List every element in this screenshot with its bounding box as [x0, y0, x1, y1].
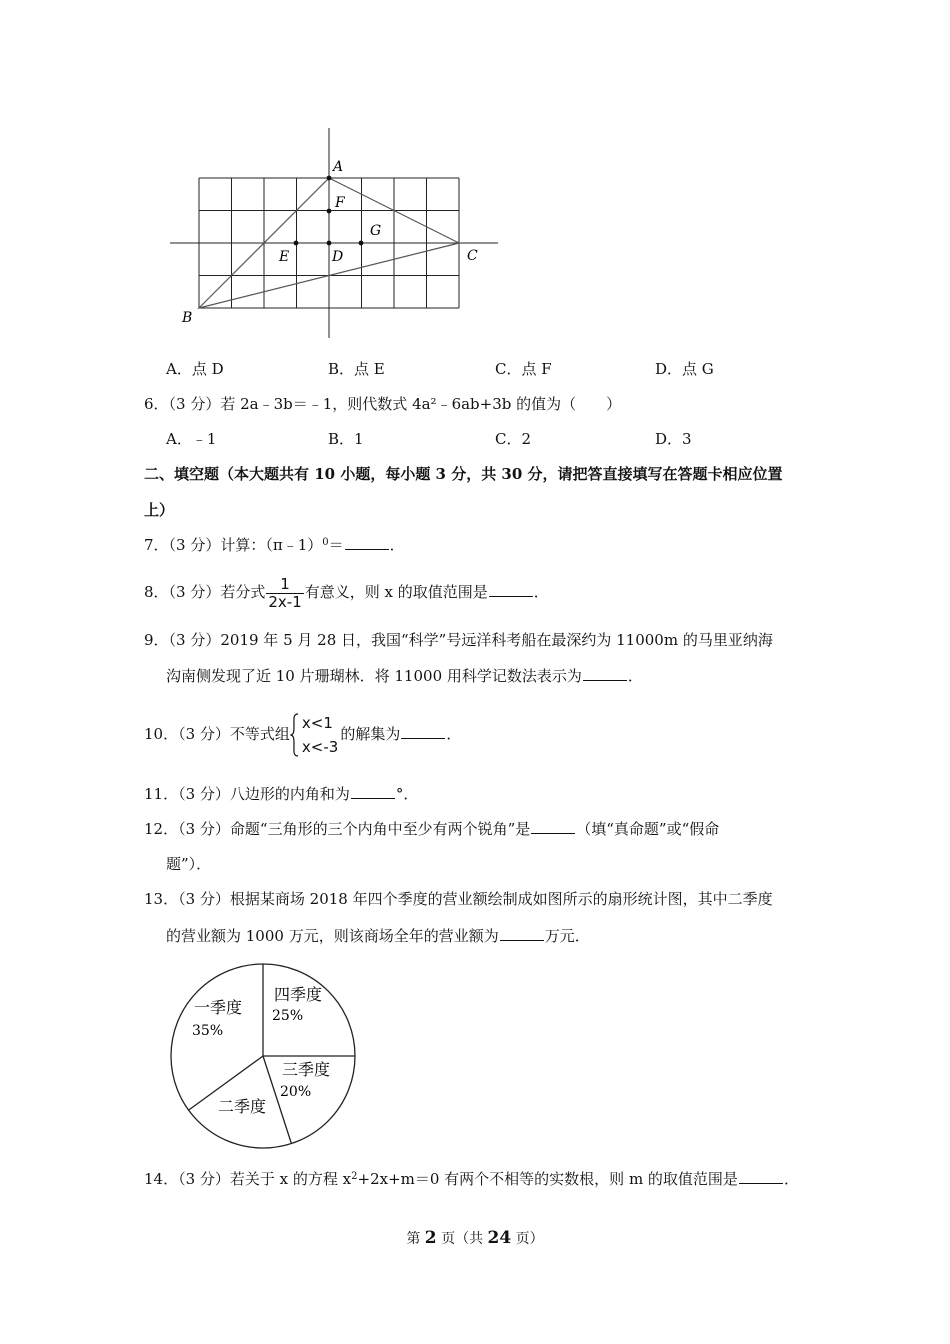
pie-label-q3: 三季度: [282, 1060, 331, 1079]
q6-option-b: B．1: [328, 430, 364, 448]
pie-chart: [166, 958, 366, 1154]
q7-text: 7．（3 分）计算：（π﹣1）: [144, 536, 323, 554]
q11-end: °．: [395, 785, 419, 803]
q8-end: ．: [533, 583, 549, 601]
pie-percent-q4: 25%: [272, 1008, 304, 1024]
q9-line1: 9．（3 分）2019 年 5 月 28 日，我国“科学”号远洋科考船在最深约为 11000m 的马里亚纳海: [144, 631, 773, 649]
q14-question: [144, 1168, 799, 1190]
q10-row1: x<1: [301, 714, 333, 732]
q12-text: 12．（3 分）命题“三角形的三个内角中至少有两个锐角”是: [144, 820, 531, 838]
q8-blank: [489, 582, 533, 597]
q10-end: ．: [446, 725, 462, 743]
point-g: [359, 241, 364, 246]
pie-label-q4: 四季度: [274, 985, 323, 1004]
q5-option-c: C．点 F: [495, 360, 552, 378]
q12-text-post: （填“真命题”或“假命: [576, 820, 720, 838]
q12-blank: [531, 819, 575, 834]
q6-option-c: C．2: [495, 430, 532, 448]
q7-eq: ＝: [328, 536, 344, 554]
q8-text-post: 有意义，则 x 的取值范围是: [304, 583, 488, 601]
section2-heading-line1: 二、填空题（本大题共有 10 小题，每小题 3 分，共 30 分，请把答直接填写在答题卡相应位置: [144, 465, 783, 483]
q14-text-post: +2x+m＝0 有两个不相等的实数根，则 m 的取值范围是: [357, 1170, 738, 1188]
label-g: G: [370, 223, 382, 239]
point-f: [327, 209, 332, 214]
q9-line2-text: 沟南侧发现了近 10 片珊瑚林．将 11000 用科学记数法表示为: [166, 667, 582, 685]
q6-option-d: D．3: [655, 430, 692, 448]
label-a: A: [333, 159, 344, 175]
q8-question: [144, 570, 549, 614]
footer-post: 页）: [511, 1231, 544, 1247]
q8-fraction: [266, 576, 303, 611]
footer-mid: 页（共: [436, 1231, 488, 1247]
page-footer: [0, 1228, 950, 1248]
pie-percent-q1: 35%: [192, 1023, 224, 1039]
q9-line2: [166, 665, 643, 687]
q9-end: ．: [627, 667, 643, 685]
q11-blank: [351, 784, 395, 799]
q14-end: ．: [783, 1170, 799, 1188]
footer-pre: 第: [406, 1231, 425, 1247]
label-b: B: [182, 310, 193, 326]
q6-option-a: A．﹣1: [166, 430, 217, 448]
footer-page-number: 2: [424, 1228, 437, 1248]
q5-option-d: D．点 G: [655, 360, 714, 378]
q8-text: 8．（3 分）若分式: [144, 583, 266, 601]
q10-text: 10．（3 分）不等式组: [144, 725, 290, 743]
point-d: [327, 241, 332, 246]
q6-question: 6．（3 分）若 2a﹣3b＝﹣1，则代数式 4a²﹣6ab+3b 的值为（ ）: [144, 395, 622, 413]
q11-question: [144, 783, 418, 805]
pie-label-q2: 二季度: [218, 1097, 267, 1116]
point-a: [327, 176, 332, 181]
q13-line2-text: 的营业额为 1000 万元，则该商场全年的营业额为: [166, 927, 499, 945]
label-e: E: [279, 249, 290, 265]
q13-end: 万元．: [544, 927, 590, 945]
q10-text-post: 的解集为: [340, 725, 401, 743]
q10-blank: [401, 724, 445, 739]
brace-icon: [290, 713, 299, 757]
q10-question: [144, 708, 461, 760]
q14-text: 14．（3 分）若关于 x 的方程 x: [144, 1170, 352, 1188]
pie-percent-q3: 20%: [280, 1084, 312, 1100]
q10-row2: x<-3: [301, 738, 339, 756]
point-e: [294, 241, 299, 246]
q7-blank: [345, 535, 389, 550]
q12-line2: 题”）．: [166, 855, 212, 873]
q9-blank: [583, 666, 627, 681]
q7-exponent: 0: [322, 537, 329, 548]
q7-question: [144, 534, 405, 556]
footer-total-pages: 24: [487, 1228, 512, 1248]
pie-label-q1: 一季度: [194, 998, 243, 1017]
q8-numerator: 1: [266, 576, 303, 594]
label-f: F: [335, 195, 345, 211]
q5-option-b: B．点 E: [328, 360, 385, 378]
q8-denominator: 2x-1: [268, 592, 302, 611]
grid-figure: [160, 120, 505, 345]
q13-blank: [500, 926, 544, 941]
q5-option-a: A．点 D: [166, 360, 224, 378]
q13-line2: [166, 925, 590, 947]
q7-end: ．: [389, 536, 405, 554]
label-d: D: [332, 249, 344, 265]
section2-heading-line2: 上）: [144, 501, 175, 519]
q11-text: 11．（3 分）八边形的内角和为: [144, 785, 350, 803]
q12-line1: [144, 818, 719, 840]
q14-blank: [739, 1169, 783, 1184]
q13-line1: 13．（3 分）根据某商场 2018 年四个季度的营业额绘制成如图所示的扇形统计图，其中二季度: [144, 890, 773, 908]
q14-exponent: 2: [351, 1171, 358, 1182]
label-c: C: [467, 248, 478, 264]
q10-inequality-system: [290, 711, 338, 759]
